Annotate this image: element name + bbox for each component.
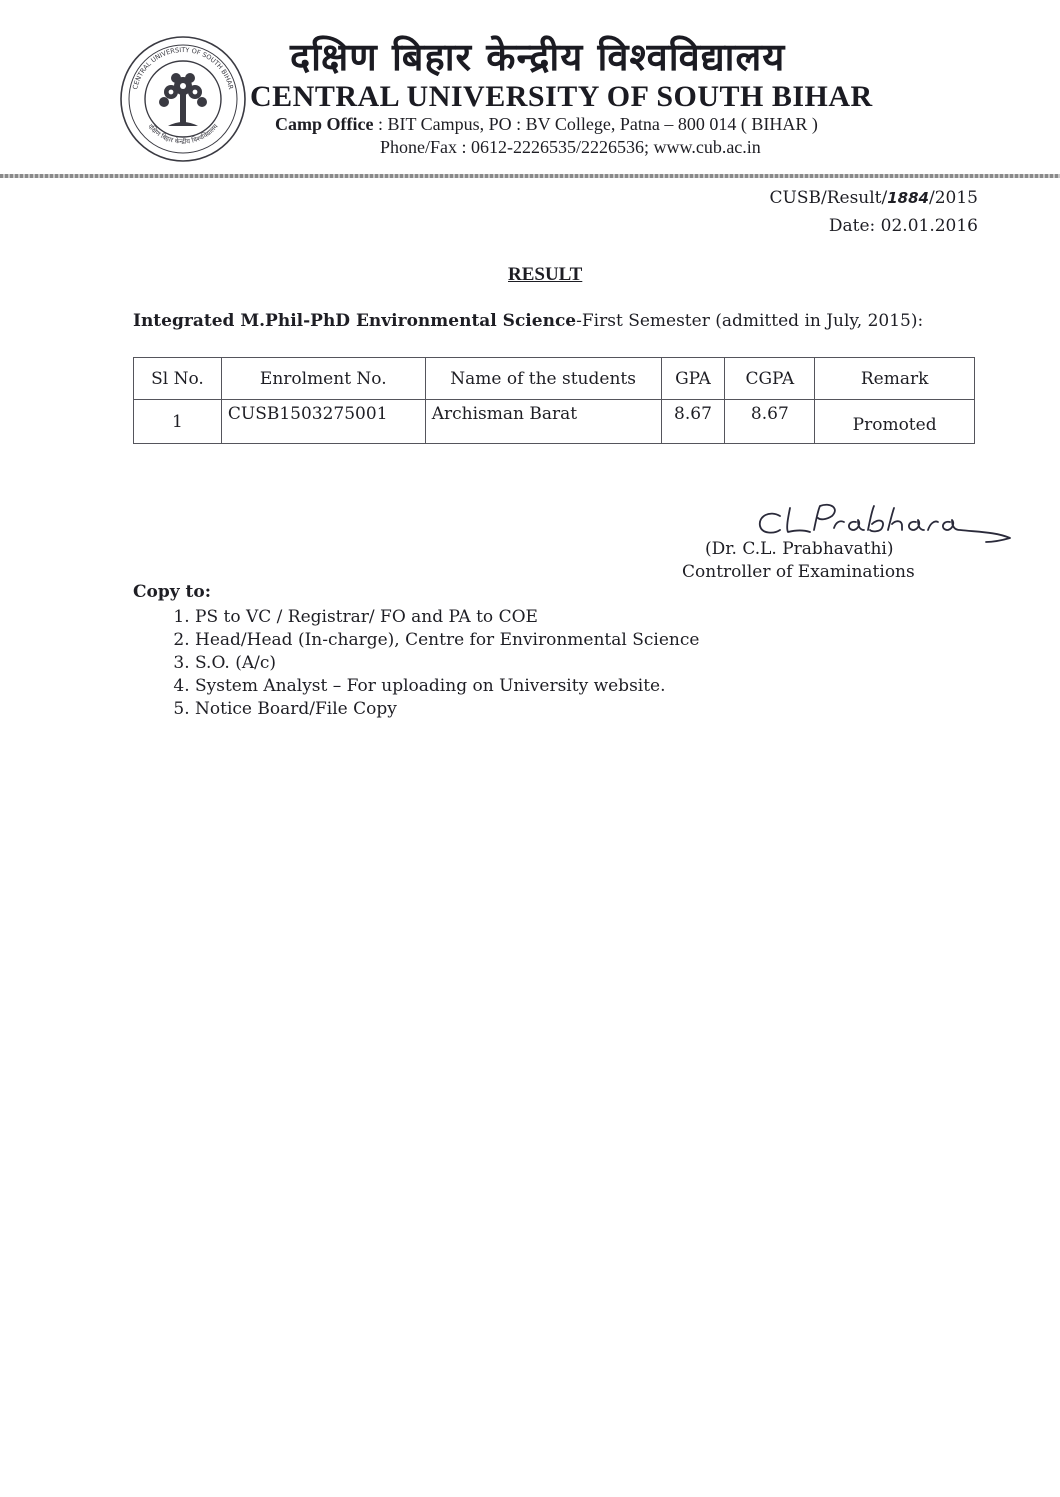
university-seal-icon — [118, 34, 248, 164]
cell-student-name: Archisman Barat — [425, 400, 661, 444]
reference-prefix: CUSB/Result/ — [769, 188, 888, 208]
results-table — [133, 357, 975, 444]
copy-to-heading: Copy to: — [133, 582, 212, 602]
signatory-designation: Controller of Examinations — [682, 562, 915, 582]
camp-office-label: Camp Office — [275, 114, 374, 134]
cell-enrolment-no: CUSB1503275001 — [221, 400, 425, 444]
issue-date: Date: 02.01.2016 — [828, 216, 978, 236]
programme-semester: -First Semester (admitted in July, 2015): — [576, 311, 924, 331]
list-item: 1. PS to VC / Registrar/ FO and PA to COE — [195, 606, 699, 629]
table-row — [134, 400, 975, 444]
reference-number — [660, 188, 978, 208]
university-name-hindi: दक्षिण बिहार केन्द्रीय विश्वविद्यालय — [290, 35, 786, 79]
table-header-row — [134, 358, 975, 400]
list-item: 4. System Analyst – For uploading on University website. — [195, 675, 699, 698]
cell-remark: Promoted — [815, 400, 975, 444]
header-cgpa: CGPA — [725, 358, 815, 400]
list-item: 5. Notice Board/File Copy — [195, 698, 699, 721]
list-item: 2. Head/Head (In-charge), Centre for Environmental Science — [195, 629, 699, 652]
header-sl-no: Sl No. — [134, 358, 222, 400]
programme-description — [133, 310, 978, 332]
list-item: 3. S.O. (A/c) — [195, 652, 699, 675]
phone-fax-website: Phone/Fax : 0612-2226535/2226536; www.cub.ac.in — [380, 137, 761, 157]
reference-suffix: /2015 — [929, 188, 978, 208]
cell-cgpa: 8.67 — [725, 400, 815, 444]
copy-to-list — [165, 606, 699, 721]
reference-handwritten-number: 1884 — [887, 189, 929, 207]
university-name-english: CENTRAL UNIVERSITY OF SOUTH BIHAR — [250, 80, 873, 113]
header-student-name: Name of the students — [425, 358, 661, 400]
programme-name: Integrated M.Phil-PhD Environmental Science — [133, 311, 577, 331]
cell-gpa: 8.67 — [661, 400, 725, 444]
header-gpa: GPA — [661, 358, 725, 400]
header-enrolment-no: Enrolment No. — [221, 358, 425, 400]
header-divider — [0, 174, 1060, 178]
cell-sl-no: 1 — [134, 400, 222, 444]
header-remark: Remark — [815, 358, 975, 400]
document-title: RESULT — [508, 264, 583, 285]
signatory-name: (Dr. C.L. Prabhavathi) — [705, 539, 894, 559]
camp-office-address — [275, 114, 818, 135]
seal-ring-text-bottom: दक्षिण बिहार केन्द्रीय विश्वविद्यालय — [146, 122, 220, 146]
seal-ring-text-top: CENTRAL UNIVERSITY OF SOUTH BIHAR — [131, 45, 235, 91]
camp-office-text: : BIT Campus, PO : BV College, Patna – 800 014 ( BIHAR ) — [377, 114, 818, 134]
